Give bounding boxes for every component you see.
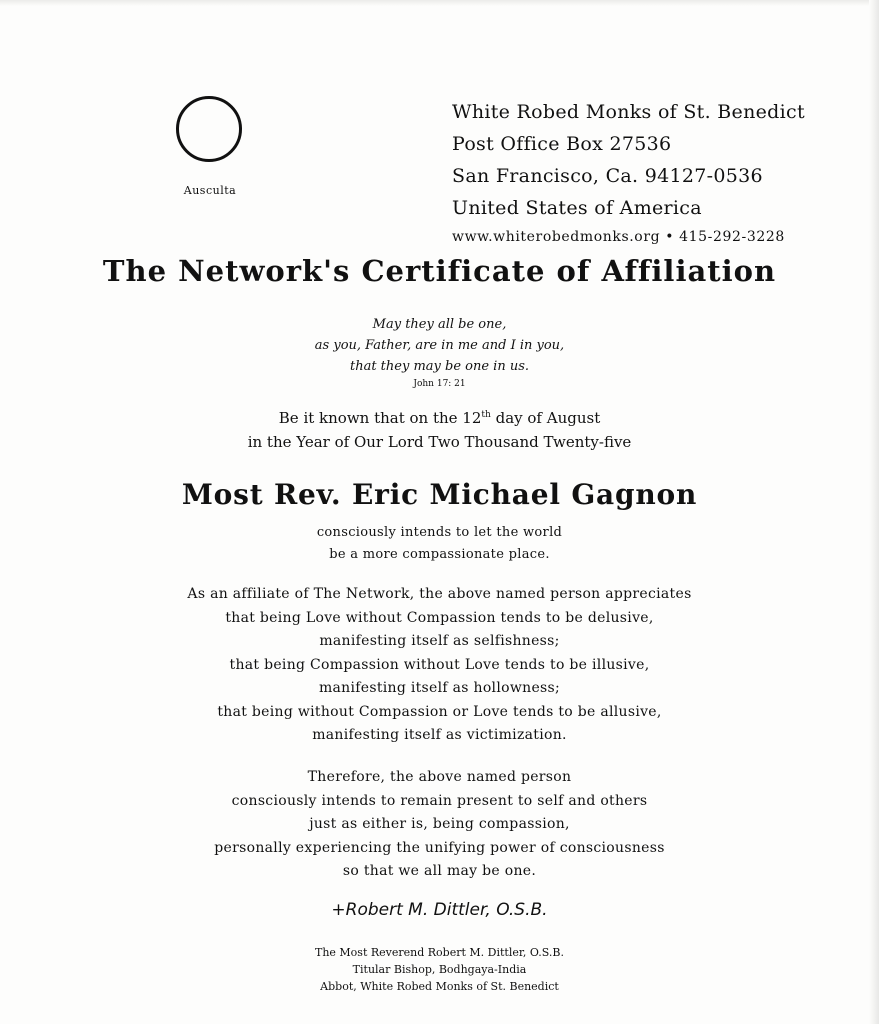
certificate-title: The Network's Certificate of Affiliation — [102, 254, 777, 288]
affiliate-paragraph — [0, 583, 879, 748]
signer-name: The Most Reverend Robert M. Dittler, O.S.B. — [314, 946, 564, 959]
verse-line: May they all be one, — [372, 317, 507, 332]
signer-office: Abbot, White Robed Monks of St. Benedict — [320, 980, 559, 993]
therefore-paragraph — [0, 766, 879, 884]
therefore-line: consciously intends to remain present to self and others — [231, 792, 648, 809]
affiliate-line: that being without Compassion or Love tends to be allusive, — [217, 703, 662, 720]
affiliate-line: that being Love without Compassion tends to be delusive, — [225, 609, 654, 626]
address-contact: www.whiterobedmonks.org • 415-292-3228 — [452, 229, 785, 245]
affiliate-line: manifesting itself as victimization. — [312, 727, 567, 743]
address-line-city: San Francisco, Ca. 94127-0536 — [452, 165, 763, 187]
intent-text — [0, 522, 879, 566]
verse-line: as you, Father, are in me and I in you, — [314, 338, 565, 353]
address-line-organization: White Robed Monks of St. Benedict — [452, 101, 805, 123]
affiliate-line: that being Compassion without Love tends to be illusive, — [229, 656, 650, 673]
intent-line: be a more compassionate place. — [329, 547, 550, 562]
verse-line: that they may be one in us. — [349, 359, 530, 374]
scan-shadow-top — [0, 0, 879, 6]
affiliate-line: As an affiliate of The Network, the above named person appreciates — [187, 586, 692, 602]
signer-title: Titular Bishop, Bodhgaya-India — [352, 963, 527, 976]
address-line-po-box: Post Office Box 27536 — [452, 133, 672, 155]
address-block — [452, 96, 852, 248]
verse-reference: John 17: 21 — [413, 379, 466, 389]
announcement-month: day of August — [490, 409, 601, 427]
therefore-line: personally experiencing the unifying power of consciousness — [214, 839, 665, 856]
scripture-verse — [0, 314, 879, 391]
seal-caption: Ausculta — [183, 184, 237, 197]
therefore-line: so that we all may be one. — [342, 863, 537, 879]
affiliate-line: manifesting itself as selfishness; — [319, 633, 560, 649]
affiliate-line: manifesting itself as hollowness; — [318, 680, 561, 696]
announcement-line-2: in the Year of Our Lord Two Thousand Twenty-five — [247, 433, 632, 451]
signer-block — [0, 944, 879, 995]
date-announcement — [0, 403, 879, 454]
handwritten-signature: +Robert M. Dittler, O.S.B. — [331, 900, 548, 920]
address-line-country: United States of America — [452, 197, 702, 219]
announcement-line-1 — [0, 403, 879, 430]
announcement-day: Be it known that on the 12 — [278, 409, 482, 427]
recipient-name: Most Rev. Eric Michael Gagnon — [181, 478, 698, 511]
seal-circle — [176, 96, 242, 162]
announcement-ordinal: th — [481, 410, 491, 420]
intent-line: consciously intends to let the world — [316, 525, 563, 540]
therefore-line: Therefore, the above named person — [307, 769, 572, 785]
therefore-line: just as either is, being compassion, — [309, 816, 570, 832]
